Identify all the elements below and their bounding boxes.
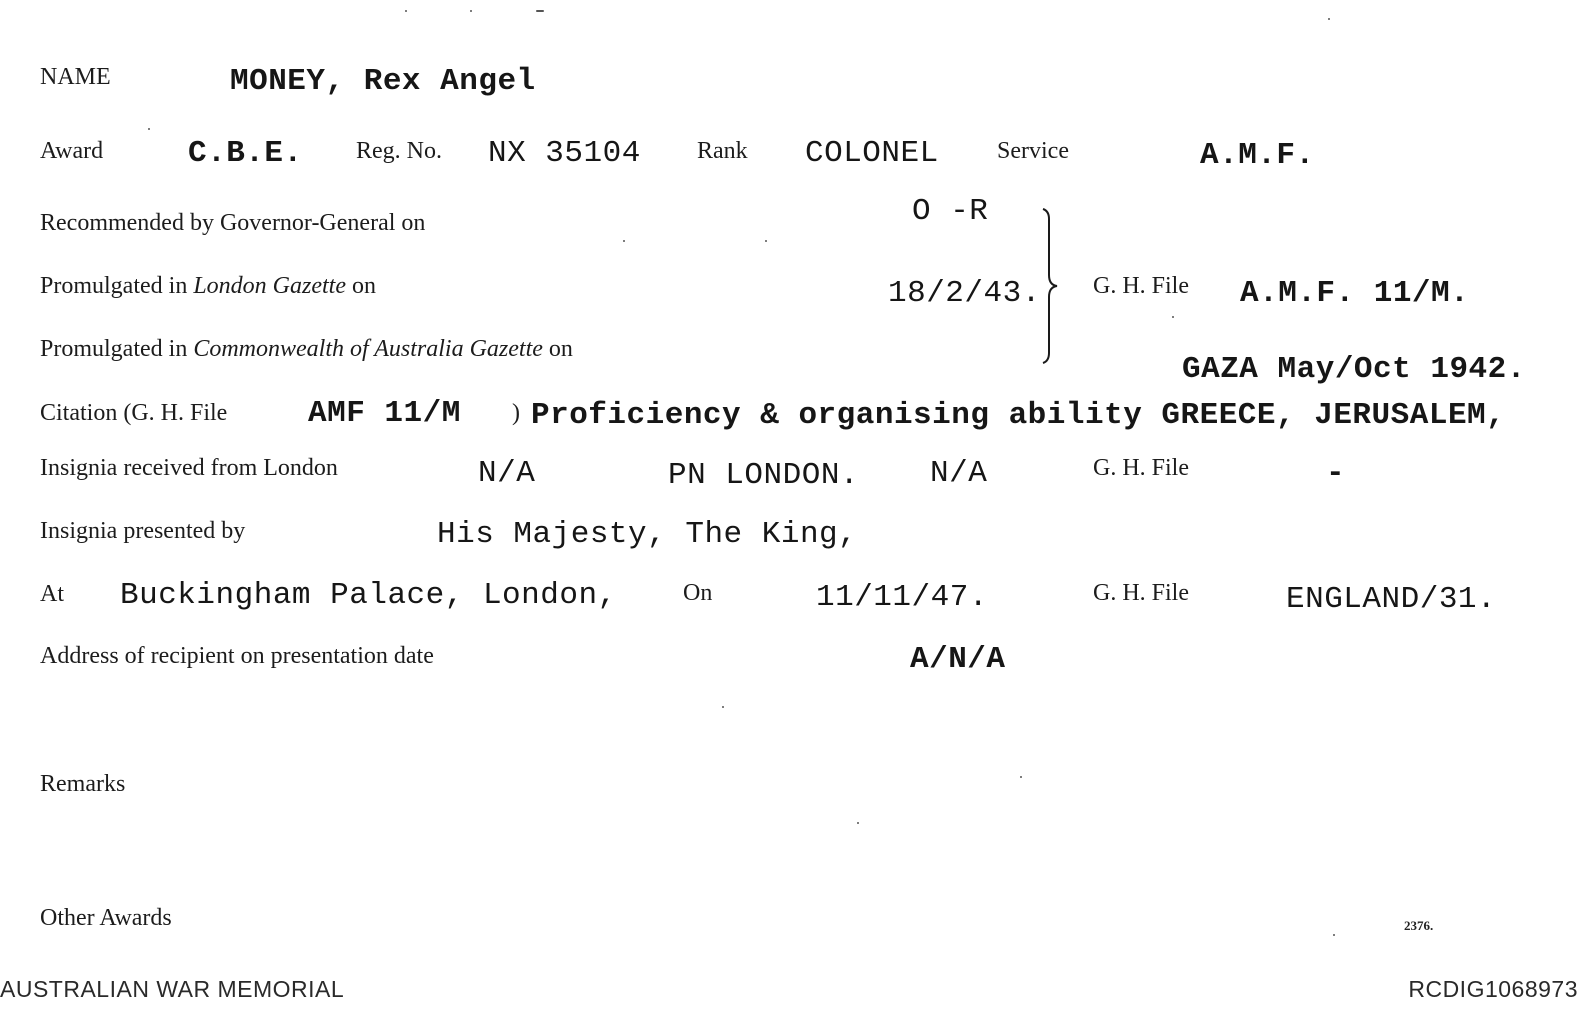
footer-left: AUSTRALIAN WAR MEMORIAL xyxy=(0,976,345,1002)
award-value: C.B.E. xyxy=(188,136,303,171)
rank-value: COLONEL xyxy=(805,136,939,171)
citation-text-value: Proficiency & organising ability GREECE, JERUSALEM, xyxy=(531,398,1506,433)
scan-speck xyxy=(148,128,150,130)
scan-speck xyxy=(765,240,767,242)
presentation-gh-file-label: G. H. File xyxy=(1093,580,1189,606)
citation-close-paren: ) xyxy=(512,400,520,426)
cwlth-gazette-label-post: on xyxy=(548,336,573,362)
other-awards-label: Other Awards xyxy=(40,905,172,931)
citation-place-1: GAZA May/Oct 1942. xyxy=(1182,352,1526,387)
service-value: A.M.F. xyxy=(1200,138,1315,173)
award-label: Award xyxy=(40,138,104,164)
london-gazette-label xyxy=(40,273,376,300)
name-label: NAME xyxy=(40,64,111,90)
bracket-brace xyxy=(1040,205,1066,367)
cwlth-gazette-label-title: Commonwealth of Australia Gazette xyxy=(193,336,543,362)
citation-file-value: AMF 11/M xyxy=(308,396,461,431)
insignia-gh-file-value: - xyxy=(1326,456,1346,491)
service-label: Service xyxy=(997,138,1069,164)
name-value: MONEY, Rex Angel xyxy=(230,64,536,99)
gh-file-gazette-label: G. H. File xyxy=(1093,273,1189,299)
london-gazette-value: 18/2/43. xyxy=(888,276,1041,311)
address-label: Address of recipient on presentation date xyxy=(40,643,434,669)
citation-label: Citation (G. H. File xyxy=(40,400,228,426)
cwlth-gazette-label-pre: Promulgated in xyxy=(40,336,188,362)
london-gazette-label-pre: Promulgated in xyxy=(40,273,188,299)
cwlth-gazette-label xyxy=(40,336,573,363)
scan-speck xyxy=(536,10,544,12)
reg-no-label: Reg. No. xyxy=(356,138,442,164)
card-number: 2376. xyxy=(1404,918,1434,933)
scan-speck xyxy=(857,822,859,824)
insignia-received-value-1: N/A xyxy=(478,456,536,491)
insignia-received-label: Insignia received from London xyxy=(40,455,338,481)
footer-right: RCDIG1068973 xyxy=(1408,976,1578,1002)
scan-speck xyxy=(1172,316,1174,318)
scan-speck xyxy=(722,706,724,708)
on-label: On xyxy=(683,580,713,606)
gh-file-gazette-value: A.M.F. 11/M. xyxy=(1240,276,1470,311)
at-value: Buckingham Palace, London, xyxy=(120,578,617,613)
scan-speck xyxy=(405,10,407,12)
reg-no-value: NX 35104 xyxy=(488,136,641,171)
london-gazette-label-title: London Gazette xyxy=(193,273,346,299)
scan-speck xyxy=(623,240,625,242)
london-gazette-label-post: on xyxy=(352,273,376,299)
scan-speck xyxy=(1333,934,1335,936)
recommended-value: O -R xyxy=(912,194,989,229)
on-value: 11/11/47. xyxy=(816,580,988,615)
presentation-gh-file-value: ENGLAND/31. xyxy=(1286,582,1497,617)
scan-speck xyxy=(470,10,472,12)
rank-label: Rank xyxy=(697,138,748,164)
recommended-label: Recommended by Governor-General on xyxy=(40,210,426,236)
scan-speck xyxy=(1328,18,1330,20)
scan-speck xyxy=(1020,776,1022,778)
address-value: A/N/A xyxy=(910,642,1006,677)
presented-by-value: His Majesty, The King, xyxy=(437,517,858,552)
remarks-label: Remarks xyxy=(40,771,126,797)
insignia-gh-file-label: G. H. File xyxy=(1093,455,1189,481)
insignia-presented-label: Insignia presented by xyxy=(40,518,246,544)
at-label: At xyxy=(40,581,64,607)
insignia-received-value-2: PN LONDON. xyxy=(668,458,860,493)
insignia-received-value-3: N/A xyxy=(930,456,988,491)
